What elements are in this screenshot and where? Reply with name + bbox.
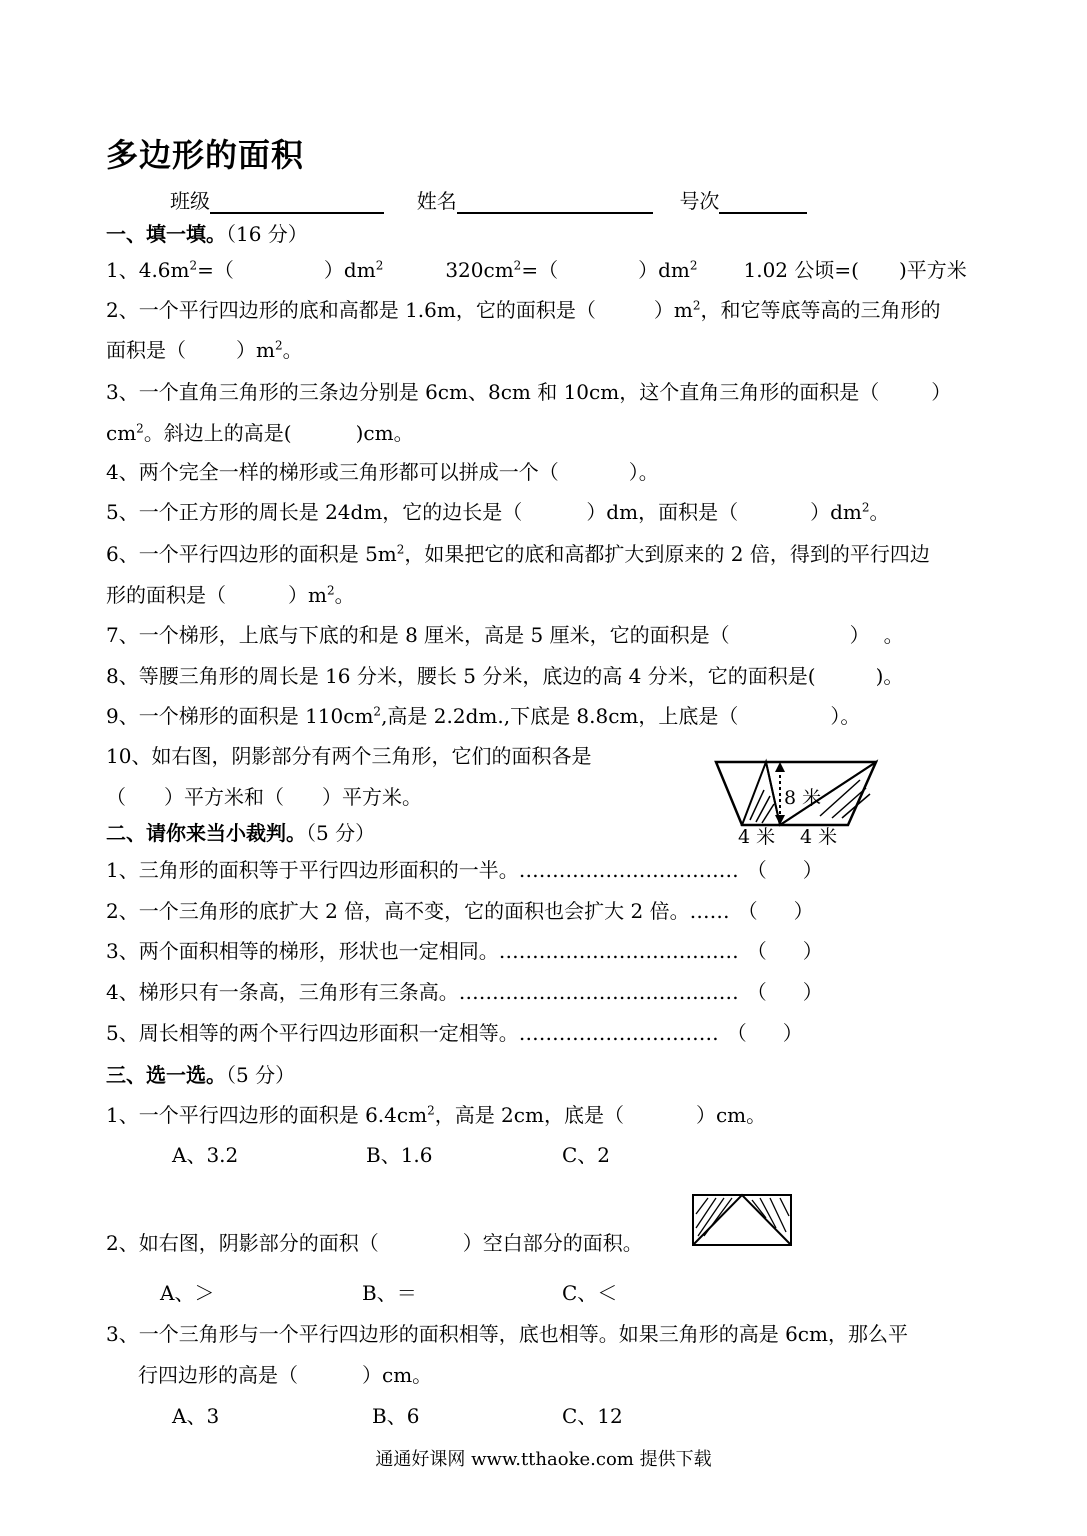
judge-statement: 1、三角形的面积等于平行四边形面积的一半。 — [106, 858, 519, 882]
q2-text-b: ）m — [653, 298, 693, 322]
section-1-title: 一、填一填。 — [106, 222, 226, 246]
s1-question-10-line-2 — [106, 784, 422, 810]
s3q3-option-a: A、3 — [172, 1404, 220, 1428]
q1-part-h: )平方米 — [898, 258, 967, 282]
page-title: 多边形的面积 — [106, 136, 305, 174]
judge-item — [106, 979, 823, 1005]
rectangle-triangle-figure — [690, 1192, 794, 1248]
s3q2-text-b: ）空白部分的面积。 — [462, 1231, 643, 1255]
s3q2-option-c: C、＜ — [562, 1281, 618, 1305]
rectangle-outline — [693, 1195, 791, 1245]
answer-paren-close: ） — [793, 899, 814, 923]
q6-text-b: ，如果把它的底和高都扩大到原来的 2 倍，得到的平行四边 — [404, 542, 930, 566]
judge-item — [106, 1020, 803, 1046]
section-3-title: 三、选一选。 — [106, 1063, 226, 1087]
s1-question-2-line-1 — [106, 297, 940, 323]
sup: 2 — [692, 298, 701, 313]
s3-question-1 — [106, 1102, 766, 1128]
base-label-left: 4 米 — [738, 826, 776, 848]
sup: 2 — [326, 583, 335, 598]
q3-text-b: ） — [931, 380, 952, 404]
s3q1-option-c: C、2 — [562, 1143, 611, 1167]
q1-part-a: 1、4.6m — [106, 258, 190, 282]
q1-part-c: ）dm — [323, 258, 376, 282]
q7-text-c: 。 — [883, 623, 904, 647]
q3-text-c: cm — [106, 421, 137, 445]
hatch-line — [704, 1198, 732, 1236]
q1-part-g: 1.02 公顷=( — [743, 258, 859, 282]
judge-item — [106, 857, 823, 883]
sup: 2 — [136, 421, 144, 436]
leader-dots: …… — [689, 899, 730, 923]
s3-question-3-line-2 — [138, 1362, 432, 1388]
section-2-points: （5 分） — [306, 821, 376, 845]
s3q1-text-b: ，高是 2cm，底是（ — [434, 1103, 624, 1127]
s3q3-text-a: 行四边形的高是（ — [138, 1363, 298, 1387]
s3q2-option-a: A、＞ — [160, 1281, 215, 1305]
sup: 2 — [861, 500, 870, 515]
s1-question-4 — [106, 459, 659, 485]
q4-text-b: ）。 — [628, 460, 659, 484]
answer-paren-open: （ — [726, 1021, 747, 1045]
sup: 2 — [427, 1103, 435, 1118]
sup: 2 — [189, 258, 198, 273]
s3q2-text-a: 2、如右图，阴影部分的面积（ — [106, 1231, 379, 1255]
section-1-points: （16 分） — [226, 222, 308, 246]
q7-text-a: 7、一个梯形，上底与下底的和是 8 厘米，高是 5 厘米，它的面积是（ — [106, 623, 730, 647]
s1-question-5 — [106, 499, 890, 525]
answer-paren-close: ） — [802, 858, 823, 882]
s3q1-option-b: B、1.6 — [366, 1143, 433, 1167]
class-blank — [210, 190, 384, 214]
leader-dots: …………………………… — [518, 858, 739, 882]
answer-paren-close: ） — [802, 939, 823, 963]
white-triangle — [693, 1195, 791, 1245]
sup: 2 — [274, 338, 283, 353]
s1-question-8 — [106, 663, 903, 689]
s3q3-option-c: C、12 — [562, 1404, 623, 1428]
judge-statement: 5、周长相等的两个平行四边形面积一定相等。 — [106, 1021, 519, 1045]
judge-statement: 2、一个三角形的底扩大 2 倍，高不变，它的面积也会扩大 2 倍。 — [106, 899, 690, 923]
name-blank — [457, 190, 653, 214]
q1-part-b: =（ — [197, 258, 234, 282]
q2-text-f: 。 — [282, 338, 303, 362]
q5-text-b: ）dm，面积是（ — [586, 500, 739, 524]
s3q1-text-a: 1、一个平行四边形的面积是 6.4cm — [106, 1103, 428, 1127]
q5-text-d: 。 — [869, 500, 890, 524]
q8-text-a: 8、等腰三角形的周长是 16 分米，腰长 5 分米，底边的高 4 分米，它的面积是( — [106, 664, 816, 688]
sup: 2 — [375, 258, 384, 273]
q2-text-d: 面积是（ — [106, 338, 186, 362]
q2-text-a: 2、一个平行四边形的底和高都是 1.6m，它的面积是（ — [106, 298, 596, 322]
answer-paren-open: （ — [737, 899, 758, 923]
section-3-points: （5 分） — [226, 1063, 296, 1087]
section-3-heading — [106, 1062, 295, 1088]
s3q3-text-b: ）cm。 — [362, 1363, 433, 1387]
q2-text-e: ）m — [236, 338, 275, 362]
q4-text-a: 4、两个完全一样的梯形或三角形都可以拼成一个（ — [106, 460, 559, 484]
s1-question-3-line-2 — [106, 420, 414, 446]
q6-text-a: 6、一个平行四边形的面积是 5m — [106, 542, 397, 566]
judge-statement: 3、两个面积相等的梯形，形状也一定相同。 — [106, 939, 499, 963]
number-blank — [719, 190, 807, 214]
hatch-line — [832, 788, 866, 818]
answer-paren-open: （ — [746, 980, 767, 1004]
s3-question-2 — [106, 1230, 643, 1256]
hatch-line — [752, 1200, 766, 1218]
q8-text-b: )。 — [875, 664, 904, 688]
q3-text-d: 。斜边上的高是( — [143, 421, 292, 445]
s3q1-text-c: ）cm。 — [695, 1103, 767, 1127]
judge-item — [106, 898, 814, 924]
q9-text-b: ,高是 2.2dm.,下底是 8.8cm，上底是（ — [381, 704, 739, 728]
hatch-line — [750, 790, 764, 820]
q1-part-d: 320cm — [445, 258, 514, 282]
s3q2-option-b: B、＝ — [362, 1281, 417, 1305]
answer-paren-open: （ — [746, 858, 767, 882]
sup: 2 — [513, 258, 522, 273]
s3q3-option-b: B、6 — [372, 1404, 420, 1428]
q6-text-d: ）m — [288, 583, 327, 607]
q9-text-c: ）。 — [830, 704, 861, 728]
answer-paren-open: （ — [746, 939, 767, 963]
base-label-right: 4 米 — [800, 826, 838, 848]
leader-dots: ……………………………… — [498, 939, 739, 963]
q7-text-b: ） — [849, 623, 870, 647]
q5-text-a: 5、一个正方形的周长是 24dm，它的边长是（ — [106, 500, 523, 524]
sup: 2 — [396, 542, 405, 557]
judge-statement: 4、梯形只有一条高，三角形有三条高。 — [106, 980, 459, 1004]
judge-item — [106, 938, 823, 964]
q10-text-b: ）平方米和（ — [164, 785, 284, 809]
s1-question-9 — [106, 703, 860, 729]
hatch-line — [780, 1198, 789, 1216]
answer-paren-close: ） — [782, 1021, 803, 1045]
s1-question-3-line-1 — [106, 379, 951, 405]
leader-dots: …………………………………… — [458, 980, 739, 1004]
sup: 2 — [373, 704, 382, 719]
sup: 2 — [689, 258, 698, 273]
s1-question-2-line-2 — [106, 337, 303, 363]
q6-text-e: 。 — [334, 583, 355, 607]
s3q1-option-a: A、3.2 — [172, 1143, 239, 1167]
s1-question-1 — [106, 257, 967, 283]
leader-dots: ………………………… — [518, 1021, 719, 1045]
s1-question-7 — [106, 622, 904, 648]
s1-question-10-line-1: 10、如右图，阴影部分有两个三角形，它们的面积各是 — [106, 744, 592, 768]
s1-question-6-line-1 — [106, 541, 930, 567]
q3-text-e: )cm。 — [355, 421, 414, 445]
number-label: 号次 — [679, 189, 720, 213]
section-2-heading — [106, 820, 375, 846]
student-info-row — [170, 188, 807, 214]
q10-text-c: ）平方米。 — [322, 785, 422, 809]
footer-credit: 通通好课网 www.tthaoke.com 提供下载 — [375, 1449, 712, 1470]
section-1-heading — [106, 221, 308, 247]
q6-text-c: 形的面积是（ — [106, 583, 226, 607]
class-label: 班级 — [170, 189, 210, 213]
s1-question-6-line-2 — [106, 582, 355, 608]
name-label: 姓名 — [416, 189, 457, 213]
hatch-line — [756, 796, 770, 822]
q1-part-f: ）dm — [638, 258, 690, 282]
answer-paren-close: ） — [802, 980, 823, 1004]
height-arrow-top — [775, 762, 785, 772]
shaded-triangle-left — [742, 762, 780, 825]
q10-text-a: （ — [106, 785, 126, 809]
q1-part-e: =（ — [521, 258, 559, 282]
trapezoid-figure — [700, 750, 890, 850]
q5-text-c: ）dm — [810, 500, 862, 524]
height-label: 8 米 — [784, 787, 822, 809]
q2-text-c: ，和它等底等高的三角形的 — [700, 298, 941, 322]
q3-text-a: 3、一个直角三角形的三条边分别是 6cm、8cm 和 10cm，这个直角三角形的面积是（ — [106, 380, 880, 404]
q9-text-a: 9、一个梯形的面积是 110cm — [106, 704, 374, 728]
s3-question-3-line-1: 3、一个三角形与一个平行四边形的面积相等，底也相等。如果三角形的高是 6cm，那么平 — [106, 1322, 908, 1346]
section-2-title: 二、请你来当小裁判。 — [106, 821, 306, 845]
